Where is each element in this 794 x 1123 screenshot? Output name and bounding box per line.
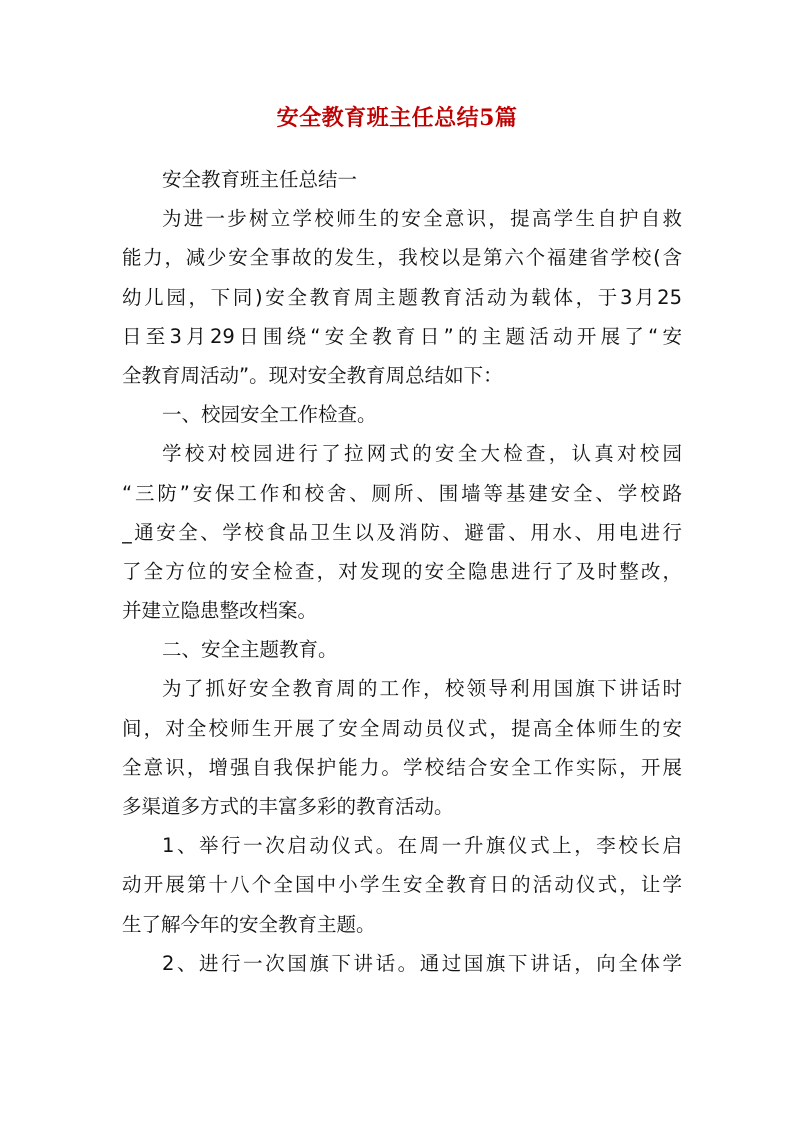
text-line: 为进一步树立学校师生的安全意识，提高学生自护自救 [162, 207, 682, 231]
text-line: 了全方位的安全检查，对发现的安全隐患进行了及时整改， [122, 559, 682, 583]
text-line: 动开展第十八个全国中小学生安全教育日的活动仪式，让学 [122, 873, 682, 897]
text-line: 间，对全校师生开展了安全周动员仪式，提高全体师生的安 [122, 716, 682, 740]
text-line: 二、安全主题教育。 [162, 638, 338, 662]
text-line: 一、校园安全工作检查。 [162, 403, 377, 427]
text-line: 全教育周活动”。现对安全教育周总结如下： [122, 363, 503, 387]
text-line: 为了抓好安全教育周的工作，校领导利用国旗下讲话时 [162, 677, 682, 701]
text-line: 生了解今年的安全教育主题。 [122, 912, 376, 936]
text-line: 2、进行一次国旗下讲话。通过国旗下讲话，向全体学 [162, 951, 682, 975]
document-body [122, 160, 682, 983]
text-line: 多渠道多方式的丰富多彩的教育活动。 [122, 795, 454, 818]
text-line: 安全教育班主任总结一 [162, 168, 358, 191]
text-line: _通安全、学校食品卫生以及消防、避雷、用水、用电进行 [122, 520, 682, 544]
text-line: “三防”安保工作和校舍、厕所、围墙等基建安全、学校路 [122, 481, 682, 505]
document-title: 安全教育班主任总结5篇 [276, 105, 518, 131]
text-line: 幼儿园，下同)安全教育周主题教育活动为载体，于3月25 [122, 285, 682, 309]
text-line: 并建立隐患整改档案。 [122, 599, 318, 623]
text-line: 1、举行一次启动仪式。在周一升旗仪式上，李校长启 [162, 834, 682, 858]
text-line: 学校对校园进行了拉网式的安全大检查，认真对校园 [162, 442, 682, 466]
text-line: 日至3月29日围绕“安全教育日”的主题活动开展了“安 [122, 324, 682, 348]
text-line: 全意识，增强自我保护能力。学校结合安全工作实际，开展 [122, 755, 682, 779]
text-line: 能力，减少安全事故的发生，我校以是第六个福建省学校(含 [122, 246, 682, 270]
